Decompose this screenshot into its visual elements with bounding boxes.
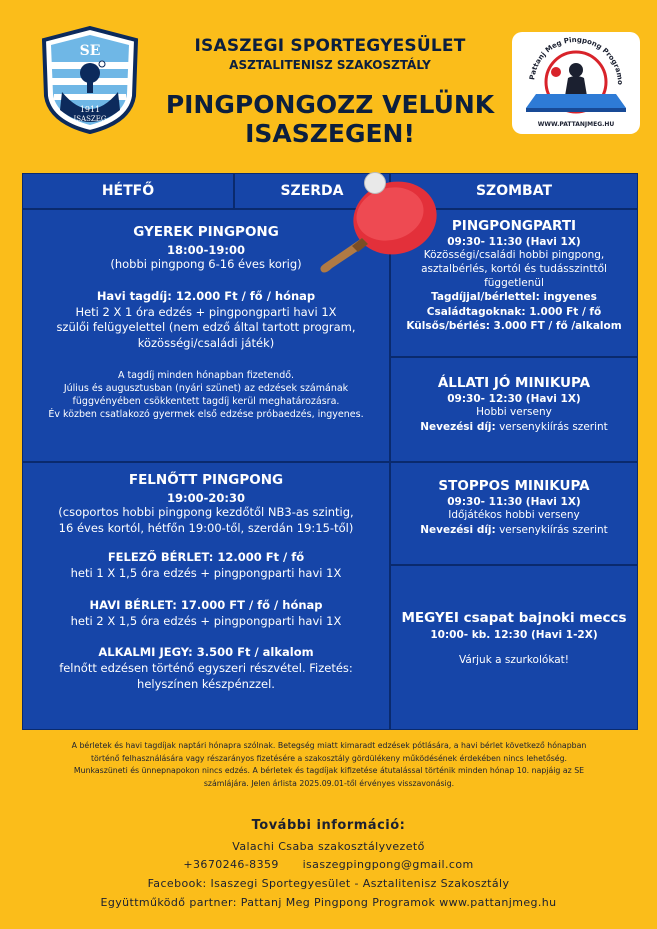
adults-pass-monthly-desc: heti 2 X 1,5 óra edzés + pingpongparti havi 1X [70,613,342,628]
cup1-title: ÁLLATI JÓ MINIKUPA [437,375,591,391]
party-fee-external: Külsős/bérlés: 3.000 FT / fő /alkalom [406,320,622,332]
pingpong-ball-icon [364,172,386,194]
partner-arc-text: Pattanj Meg Pingpong Programo [528,35,625,85]
kids-desc-2: szülői felügyelettel (nem edző által tartott program, [56,320,356,334]
slogan-line-1: PINGPONGOZZ VELÜNK [165,90,495,119]
league-title: MEGYEI csapat bajnoki meccs [401,610,627,626]
adults-pass-monthly-title: HAVI BÉRLET: 17.000 FT / fő / hónap [89,597,323,612]
kids-desc-3: közösségi/családi játék) [137,335,275,350]
allati-jo-minikupa-cell [390,357,638,462]
kids-note: (hobbi pingpong 6-16 éves korig) [110,257,302,271]
kids-desc-1: Heti 2 X 1 óra edzés + pingpongparti havi 1X [75,304,337,319]
cup2-title: STOPPOS MINIKUPA [438,478,590,494]
terms-footnote [22,740,636,790]
county-league-cell [390,565,638,730]
crest-initials: SE [79,43,101,59]
stoppos-minikupa-cell [390,462,638,565]
club-crest-logo [40,26,140,134]
adults-note-2: 16 éves kortól, hétfőn 19:00-től, szerdán 19:15-től) [58,520,354,535]
kids-small-4: Év közben csatlakozó gyermek első edzése próbaedzés, ingyenes. [48,409,364,420]
cup2-fee-value: versenykiírás szerint [495,524,608,536]
league-time: 10:00- kb. 12:30 (Havi 1-2X) [430,629,598,641]
info-title: További információ: [251,818,406,833]
cup1-desc: Hobbi verseny [476,406,552,418]
info-phone-email [40,858,617,871]
partner-url: WWW.PATTANJMEG.HU [537,121,615,128]
party-desc-1: Közösségi/családi hobbi pingpong, [423,249,605,261]
cup2-time: 09:30- 11:30 (Havi 1X) [447,496,581,508]
footnote-line-3: Munkaszüneti és ünnepnapokon nincs edzés. A bérletek és tagdíjak kifizetése átutalással történik minden hónap 10. napjáig az SE [73,766,585,775]
slogan-line-2: ISASZEGEN! [245,119,415,148]
party-fee-family: Családtagoknak: 1.000 Ft / fő [426,305,602,318]
cup2-fee-label: Nevezési díj: [420,524,496,536]
info-contact: Valachi Csaba szakosztályvezető [232,840,425,853]
adults-single-ticket-desc-2: helyszínen készpénzzel. [137,676,275,691]
kids-small-1: A tagdíj minden hónapban fizetendő. [117,370,295,381]
league-desc: Várjuk a szurkolókat! [459,654,569,666]
info-email[interactable]: isaszegpingpong@gmail.com [302,858,474,871]
adults-single-ticket-desc-1: felnőtt edzésen történő egyszeri részvétel. Fizetés: [59,661,353,675]
party-title: PINGPONGPARTI [451,218,577,234]
cup1-fee-label: Nevezési díj: [420,421,496,433]
column-header-wednesday: SZERDA [234,173,390,209]
section-name: ASZTALITENISZ SZAKOSZTÁLY [229,58,431,72]
party-desc-2: asztalbérlés, kortól és tudásszinttől [421,263,607,275]
adults-note-1: (csoportos hobbi pingpong kezdőtől NB3-as szintig, [58,505,354,519]
column-header-monday: HÉTFŐ [22,173,234,209]
adults-title: FELNŐTT PINGPONG [128,472,284,488]
org-name: ISASZEGI SPORTEGYESÜLET [194,36,466,56]
party-time: 09:30- 11:30 (Havi 1X) [447,236,581,248]
cup1-time: 09:30- 12:30 (Havi 1X) [447,393,581,405]
party-desc-3: függetlenül [484,277,544,289]
footnote-line-2: történő felhasználására vagy részarányos fizetésére a szakosztály gördülékeny működésének érdekében nincs lehetőség. [90,753,568,763]
slogan [150,90,510,148]
footnote-line-4: számlájára. Jelen árlista 2025.09.01-től érvényes visszavonásig. [203,778,455,788]
crest-year: 1911 [79,105,101,114]
info-phone[interactable]: +3670246-8359 [183,858,279,871]
footnote-line-1: A bérletek és havi tagdíjak naptári hónapra szólnak. Betegség miatt kimaradt edzések pótlására, a havi bérlet következő hónapban [71,741,587,750]
kids-title: GYEREK PINGPONG [133,224,279,240]
cup1-fee-value: versenykiírás szerint [495,421,608,433]
partner-logo [512,32,640,134]
cup2-desc: Időjátékos hobbi verseny [448,509,580,521]
party-fee-members: Tagdíjjal/bérlettel: ingyenes [431,291,597,303]
adults-time: 19:00-20:30 [167,491,245,505]
kids-small-3: függvényében csökkentett tagdíj kerül meghatározásra. [72,396,340,407]
kids-fee: Havi tagdíj: 12.000 Ft / fő / hónap [96,288,316,303]
info-partner[interactable]: Együttműködő partner: Pattanj Meg Pingpong Programok www.pattanjmeg.hu [100,896,557,909]
kids-small-2: Július és augusztusban (nyári szünet) az edzések számának [63,383,349,394]
adults-pass-half-title: FELEZŐ BÉRLET: 12.000 Ft / fő [107,550,305,564]
adults-pass-half-desc: heti 1 X 1,5 óra edzés + pingpongparti havi 1X [70,566,342,580]
crest-town: ISASZEG [73,115,107,123]
kids-time: 18:00-19:00 [167,243,245,257]
adults-single-ticket-title: ALKALMI JEGY: 3.500 Ft / alkalom [98,645,314,659]
info-facebook[interactable]: Facebook: Isaszegi Sportegyesület - Asztalitenisz Szakosztály [147,877,510,890]
column-header-saturday: SZOMBAT [390,173,638,209]
adult-pingpong-cell [22,462,390,730]
